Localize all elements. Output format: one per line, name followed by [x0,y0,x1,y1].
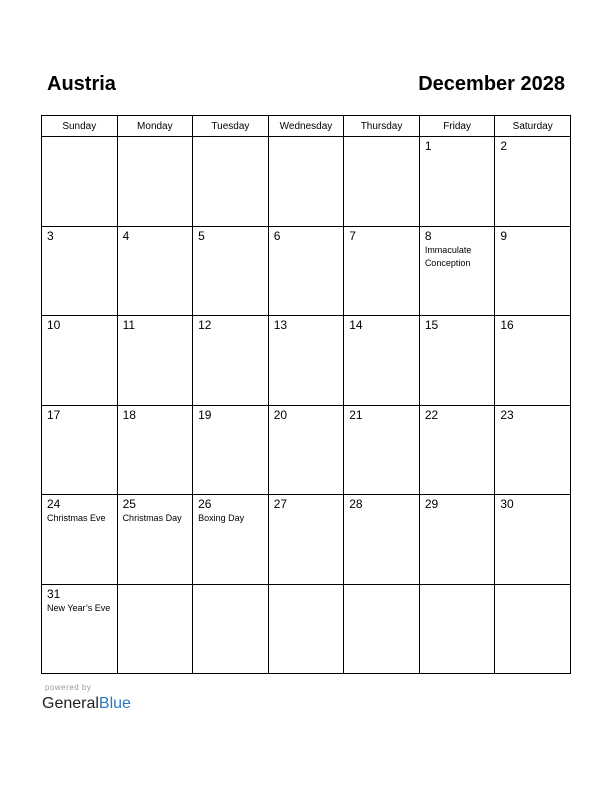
holiday-label: Christmas Eve [47,513,106,523]
day-cell [268,405,344,495]
day-number [344,585,419,587]
day-cell [42,495,118,585]
day-cell [117,137,193,227]
day-number: 15 [424,318,439,332]
day-number [118,137,193,139]
holiday-label: Boxing Day [198,513,245,523]
day-number: 13 [273,318,288,332]
day-number [420,585,495,587]
day-cell [117,316,193,406]
day-cell [344,226,420,316]
day-number: 30 [500,497,514,511]
holiday-label: Christmas Day [122,513,182,523]
day-cell [117,495,193,585]
day-cell [193,137,269,227]
day-number [495,585,570,587]
day-number [42,137,117,139]
day-cell [42,226,118,316]
day-number: 18 [122,407,136,422]
day-number: 5 [198,228,205,243]
day-number: 19 [198,407,212,422]
weekday-thursday: Thursday [344,116,420,137]
day-cell [268,137,344,227]
day-cell [193,226,269,316]
day-cell [344,137,420,227]
day-cell [42,584,118,674]
day-cell [495,584,571,674]
day-number: 25 [122,497,136,511]
day-cell [268,495,344,585]
day-number: 28 [349,497,363,511]
weekday-monday: Monday [117,116,193,137]
holiday-label: Immaculate Conception [424,244,472,268]
day-number: 23 [500,407,514,422]
week-row [42,584,571,674]
powered-by-label: powered by [45,683,92,692]
day-cell [42,405,118,495]
day-number: 22 [424,407,439,422]
day-cell [117,226,193,316]
calendar-grid [41,115,571,674]
day-cell [419,316,495,406]
day-cell [344,316,420,406]
day-cell [117,405,193,495]
week-row [42,137,571,227]
weekday-sunday: Sunday [42,116,118,137]
day-cell [419,584,495,674]
day-number: 17 [47,407,61,422]
week-row [42,316,571,406]
day-number: 27 [273,497,288,511]
day-cell [419,226,495,316]
day-cell [344,584,420,674]
weekday-friday: Friday [419,116,495,137]
day-cell [495,316,571,406]
day-cell [42,137,118,227]
brand-blue: Blue [98,695,131,712]
day-cell [419,137,495,227]
day-cell [495,495,571,585]
day-number: 12 [198,318,212,332]
day-number [193,585,268,587]
day-number: 31 [47,586,61,601]
day-cell [344,405,420,495]
day-number: 11 [122,318,136,332]
day-number [118,585,193,587]
day-number: 4 [122,228,130,243]
day-cell [193,495,269,585]
day-number: 8 [424,228,432,243]
day-number: 21 [349,407,363,422]
generalblue-logo[interactable] [42,694,131,714]
day-number: 3 [47,228,54,243]
day-cell [193,405,269,495]
day-number: 20 [273,407,288,422]
day-cell [495,137,571,227]
brand-general: General [42,695,99,712]
week-row [42,405,571,495]
day-number: 16 [500,318,514,332]
day-number: 29 [424,497,439,511]
day-number: 7 [349,228,356,243]
day-number: 1 [424,139,432,153]
holiday-label: New Year’s Eve [47,602,111,613]
day-cell [419,405,495,495]
day-number: 2 [500,139,508,153]
day-number: 24 [47,497,61,511]
week-row [42,495,571,585]
day-cell [268,316,344,406]
day-number [193,137,268,139]
day-cell [268,226,344,316]
weekday-header-row [42,116,571,137]
day-number: 14 [349,318,363,332]
day-number: 6 [273,228,281,243]
week-row [42,226,571,316]
day-number [269,137,344,139]
day-cell [193,584,269,674]
day-cell [495,226,571,316]
day-cell [419,495,495,585]
day-number: 10 [47,318,61,332]
month-title: December 2028 [418,73,565,95]
day-cell [193,316,269,406]
day-number [269,585,344,587]
weekday-saturday: Saturday [495,116,571,137]
day-cell [42,316,118,406]
day-number [344,137,419,139]
day-cell [117,584,193,674]
day-cell [344,495,420,585]
day-cell [268,584,344,674]
weekday-wednesday: Wednesday [268,116,344,137]
country-title: Austria [47,73,116,95]
day-number: 9 [500,228,508,243]
weekday-tuesday: Tuesday [193,116,269,137]
day-cell [495,405,571,495]
day-number: 26 [198,497,212,511]
